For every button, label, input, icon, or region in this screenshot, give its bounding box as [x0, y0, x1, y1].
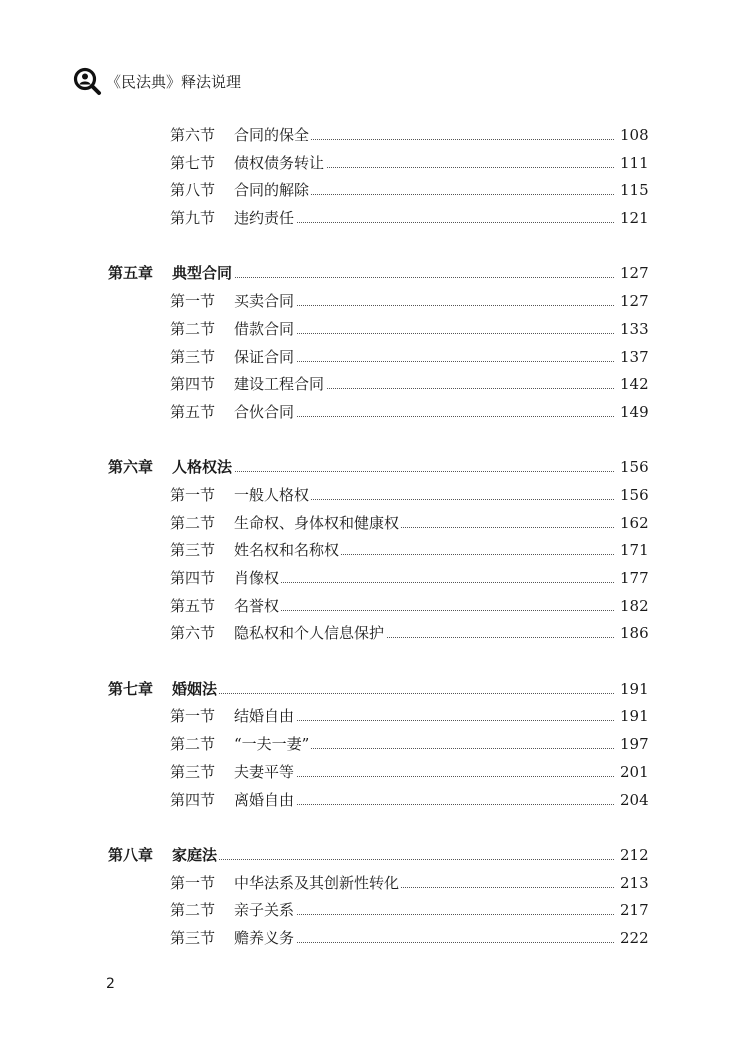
toc-entry-title: 建设工程合同 — [234, 371, 326, 399]
toc-chapter-row[interactable] — [0, 676, 750, 704]
toc-entry-number: 第五章 — [108, 264, 154, 283]
toc-section-row[interactable] — [0, 593, 750, 621]
toc-page-number: 186 — [620, 620, 644, 648]
toc-entry-title: 合伙合同 — [234, 399, 296, 427]
toc-entry-number: 第八节 — [170, 181, 216, 200]
table-of-contents — [0, 122, 750, 953]
toc-entry-title: 名誉权 — [234, 593, 281, 621]
toc-entry-title: 离婚自由 — [234, 787, 296, 815]
toc-page-number: 156 — [620, 454, 644, 482]
running-header — [72, 66, 241, 96]
toc-page-number: 222 — [620, 925, 644, 953]
toc-section-row[interactable] — [0, 565, 750, 593]
toc-entry-title: 中华法系及其创新性转化 — [234, 870, 401, 898]
toc-entry-number: 第一节 — [170, 292, 216, 311]
dot-leader — [200, 693, 614, 694]
toc-entry-number: 第二节 — [170, 735, 216, 754]
toc-section-row[interactable] — [0, 316, 750, 344]
toc-entry-number: 第一节 — [170, 485, 216, 504]
toc-entry-number: 第七节 — [170, 153, 216, 172]
toc-entry-number: 第一节 — [170, 707, 216, 726]
toc-entry-number: 第八章 — [108, 845, 154, 864]
toc-entry-title: 典型合同 — [172, 260, 234, 288]
toc-entry-number: 第四节 — [170, 790, 216, 809]
toc-page-number: 142 — [620, 371, 644, 399]
toc-page-number: 171 — [620, 537, 644, 565]
toc-section-row[interactable] — [0, 150, 750, 178]
toc-section-row[interactable] — [0, 482, 750, 510]
toc-page-number: 127 — [620, 260, 644, 288]
toc-entry-title: 赡养义务 — [234, 925, 296, 953]
toc-section-row[interactable] — [0, 787, 750, 815]
toc-section-row[interactable] — [0, 288, 750, 316]
toc-section-row[interactable] — [0, 205, 750, 233]
toc-entry-title: 结婚自由 — [234, 703, 296, 731]
magnifier-person-icon — [72, 66, 102, 96]
toc-section-row[interactable] — [0, 122, 750, 150]
toc-page-number: 111 — [620, 150, 644, 178]
toc-page-number: 213 — [620, 870, 644, 898]
toc-page-number: 191 — [620, 676, 644, 704]
toc-entry-number: 第三节 — [170, 762, 216, 781]
toc-gap — [0, 814, 750, 842]
toc-entry-title: 保证合同 — [234, 344, 296, 372]
toc-entry-number: 第四节 — [170, 569, 216, 587]
dot-leader — [234, 582, 614, 583]
toc-entry-title: 合同的解除 — [234, 177, 311, 205]
toc-gap — [0, 233, 750, 261]
toc-entry-number: 第六章 — [108, 458, 154, 477]
toc-entry-title: 婚姻法 — [172, 676, 219, 704]
page-number: 2 — [106, 976, 115, 992]
toc-page-number: 201 — [620, 759, 644, 787]
toc-entry-title: 生命权、身体权和健康权 — [234, 510, 401, 538]
toc-section-row[interactable] — [0, 399, 750, 427]
toc-entry-number: 第七章 — [108, 679, 154, 698]
toc-chapter-row[interactable] — [0, 842, 750, 870]
toc-section-row[interactable] — [0, 925, 750, 953]
dot-leader — [200, 471, 614, 472]
toc-entry-title: 违约责任 — [234, 205, 296, 233]
toc-page-number: 191 — [620, 703, 644, 731]
toc-entry-number: 第三节 — [170, 347, 216, 366]
toc-page-number: 137 — [620, 344, 644, 372]
toc-section-row[interactable] — [0, 537, 750, 565]
toc-page-number: 156 — [620, 482, 644, 510]
toc-entry-title: 夫妻平等 — [234, 759, 296, 787]
toc-section-row[interactable] — [0, 620, 750, 648]
toc-page-number: 182 — [620, 593, 644, 621]
toc-entry-title: 隐私权和个人信息保护 — [234, 620, 386, 648]
toc-section-row[interactable] — [0, 870, 750, 898]
toc-entry-number: 第六节 — [170, 624, 216, 643]
book-title: 《民法典》释法说理 — [106, 72, 242, 91]
toc-entry-number: 第三节 — [170, 928, 216, 947]
toc-entry-title: 买卖合同 — [234, 288, 296, 316]
toc-page-number: 217 — [620, 897, 644, 925]
toc-page-number: 212 — [620, 842, 644, 870]
toc-section-row[interactable] — [0, 897, 750, 925]
toc-entry-title: 肖像权 — [234, 565, 281, 593]
toc-chapter-row[interactable] — [0, 454, 750, 482]
toc-entry-number: 第六节 — [170, 126, 216, 144]
toc-section-row[interactable] — [0, 344, 750, 372]
dot-leader — [234, 610, 614, 611]
toc-entry-title: 姓名权和名称权 — [234, 537, 341, 565]
toc-section-row[interactable] — [0, 759, 750, 787]
toc-section-row[interactable] — [0, 703, 750, 731]
toc-entry-title: 合同的保全 — [234, 122, 311, 150]
toc-section-row[interactable] — [0, 371, 750, 399]
toc-page-number: 127 — [620, 288, 644, 316]
toc-chapter-row[interactable] — [0, 260, 750, 288]
toc-entry-number: 第五节 — [170, 402, 216, 421]
toc-entry-title: 债权债务转让 — [234, 150, 326, 178]
toc-entry-number: 第五节 — [170, 596, 216, 615]
toc-entry-title: “一夫一妻” — [234, 731, 311, 759]
toc-entry-title: 借款合同 — [234, 316, 296, 344]
toc-entry-title: 亲子关系 — [234, 897, 296, 925]
toc-entry-title: 一般人格权 — [234, 482, 311, 510]
toc-entry-number: 第一节 — [170, 873, 216, 892]
toc-page-number: 204 — [620, 787, 644, 815]
toc-entry-title: 家庭法 — [172, 842, 219, 870]
toc-entry-number: 第二节 — [170, 513, 216, 532]
toc-section-row[interactable] — [0, 177, 750, 205]
toc-entry-number: 第九节 — [170, 209, 216, 228]
toc-page-number: 121 — [620, 205, 644, 233]
toc-gap — [0, 427, 750, 455]
toc-page-number: 177 — [620, 565, 644, 593]
toc-entry-number: 第四节 — [170, 375, 216, 394]
toc-entry-title: 人格权法 — [172, 454, 234, 482]
toc-page-number: 108 — [620, 122, 644, 150]
toc-page-number: 197 — [620, 731, 644, 759]
toc-page-number: 162 — [620, 510, 644, 538]
toc-entry-number: 第二节 — [170, 319, 216, 338]
toc-section-row[interactable] — [0, 731, 750, 759]
toc-page-number: 133 — [620, 316, 644, 344]
toc-entry-number: 第三节 — [170, 541, 216, 560]
toc-page-number: 149 — [620, 399, 644, 427]
toc-gap — [0, 648, 750, 676]
dot-leader — [200, 859, 614, 860]
dot-leader — [200, 277, 614, 278]
toc-entry-number: 第二节 — [170, 901, 216, 920]
toc-page-number: 115 — [620, 177, 644, 205]
toc-section-row[interactable] — [0, 510, 750, 538]
